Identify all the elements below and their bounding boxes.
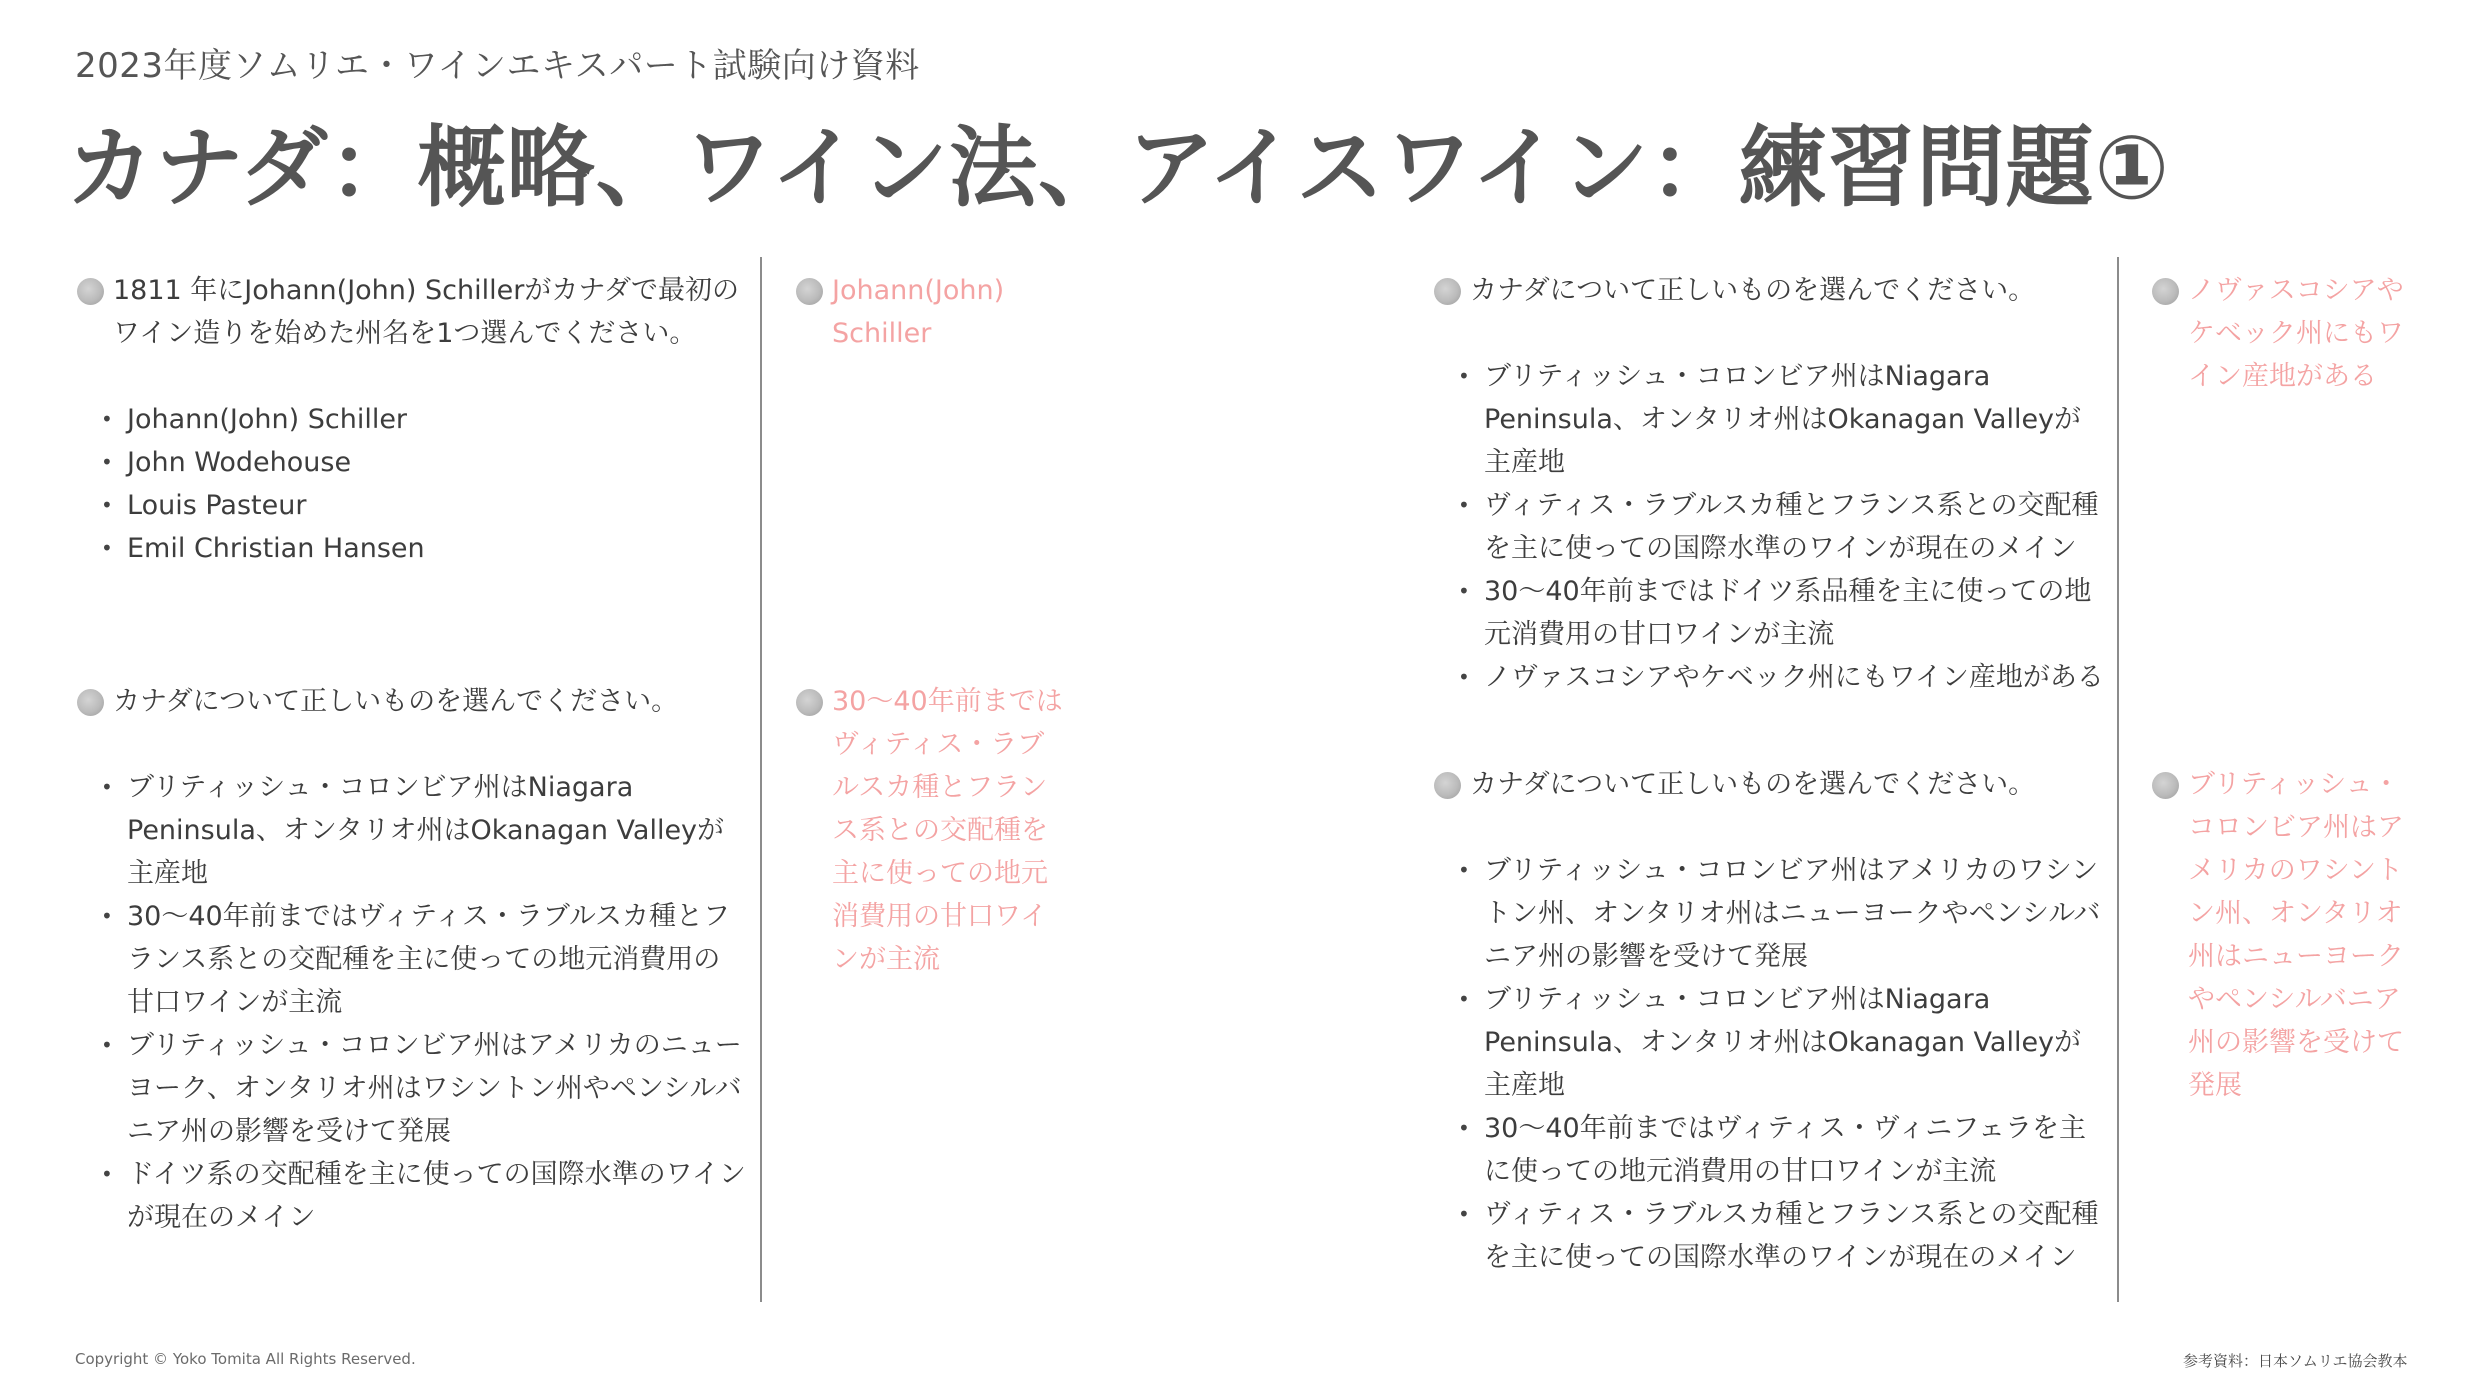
answer-3-text: ノヴァスコシアやケベック州にもワイン産地がある	[2188, 275, 2404, 392]
question-bullet-icon	[77, 278, 104, 305]
option: • ドイツ系の交配種を主に使っての国際水準のワインが現在のメイン	[127, 1153, 747, 1239]
question-bullet-icon	[1434, 278, 1461, 305]
answer-bullet-icon	[2152, 278, 2179, 305]
copyright-notice: Copyright © Yoko Tomita All Rights Reserved.	[75, 1350, 416, 1368]
option: • ヴィティス・ラブルスカ種とフランス系との交配種を主に使っての国際水準のワインが現在のメイン	[1484, 484, 2104, 570]
question-3-options	[1434, 355, 2104, 699]
page-subtitle: 2023年度ソムリエ・ワインエキスパート試験向け資料	[75, 46, 920, 86]
question-4-options	[1434, 849, 2104, 1279]
question-2-options	[77, 766, 747, 1239]
option: • 30〜40年前まではヴィティス・ラブルスカ種とフランス系との交配種を主に使っての地元消費用の甘口ワインが主流	[127, 895, 747, 1024]
column-divider-right	[2117, 257, 2119, 1302]
option: • 30〜40年前まではヴィティス・ヴィニフェラを主に使っての地元消費用の甘口ワインが主流	[1484, 1107, 2104, 1193]
reference-note: 参考資料：日本ソムリエ協会教本	[2183, 1352, 2408, 1370]
option: • ブリティッシュ・コロンビア州はアメリカのワシントン州、オンタリオ州はニューヨークやペンシルバニア州の影響を受けて発展	[1484, 849, 2104, 978]
answer-4-text: ブリティッシュ・コロンビア州はアメリカのワシントン州、オンタリオ州はニューヨークやペンシルバニア州の影響を受けて発展	[2188, 769, 2404, 1101]
answer-bullet-icon	[796, 689, 823, 716]
question-1	[77, 269, 747, 570]
question-4	[1434, 763, 2104, 1279]
answer-2-text: 30〜40年前まではヴィティス・ラブルスカ種とフランス系との交配種を主に使っての地元消費用の甘口ワインが主流	[832, 686, 1063, 975]
option: • ヴィティス・ラブルスカ種とフランス系との交配種を主に使っての国際水準のワインが現在のメイン	[1484, 1193, 2104, 1279]
option: • ブリティッシュ・コロンビア州はNiagara Peninsula、オンタリオ州はOkanagan Valleyが主産地	[127, 766, 747, 895]
option: • John Wodehouse	[127, 441, 747, 484]
question-3	[1434, 269, 2104, 699]
question-bullet-icon	[1434, 772, 1461, 799]
option: • Louis Pasteur	[127, 484, 747, 527]
answer-bullet-icon	[2152, 772, 2179, 799]
question-2-text: カナダについて正しいものを選んでください。	[113, 686, 679, 717]
option: • Emil Christian Hansen	[127, 527, 747, 570]
question-1-text: 1811 年にJohann(John) Schillerがカナダで最初のワイン造りを始めた州名を1つ選んでください。	[113, 275, 739, 349]
column-divider-left	[760, 257, 762, 1302]
question-4-text: カナダについて正しいものを選んでください。	[1470, 769, 2036, 800]
answer-1-text: Johann(John) Schiller	[832, 275, 1005, 349]
answer-3	[2152, 269, 2422, 398]
option: • ブリティッシュ・コロンビア州はNiagara Peninsula、オンタリオ州はOkanagan Valleyが主産地	[1484, 355, 2104, 484]
option: • ブリティッシュ・コロンビア州はアメリカのニューヨーク、オンタリオ州はワシントン州やペンシルバニア州の影響を受けて発展	[127, 1024, 747, 1153]
option: • ノヴァスコシアやケベック州にもワイン産地がある	[1484, 656, 2104, 699]
question-1-options	[77, 398, 747, 570]
option: • Johann(John) Schiller	[127, 398, 747, 441]
page-title: カナダ：概略、ワイン法、アイスワイン：練習問題①	[66, 116, 2171, 219]
question-bullet-icon	[77, 689, 104, 716]
answer-4	[2152, 763, 2422, 1107]
answer-1	[796, 269, 1046, 355]
answer-2	[796, 680, 1066, 981]
option: • ブリティッシュ・コロンビア州はNiagara Peninsula、オンタリオ州はOkanagan Valleyが主産地	[1484, 978, 2104, 1107]
answer-bullet-icon	[796, 278, 823, 305]
option: • 30〜40年前まではドイツ系品種を主に使っての地元消費用の甘口ワインが主流	[1484, 570, 2104, 656]
question-3-text: カナダについて正しいものを選んでください。	[1470, 275, 2036, 306]
question-2	[77, 680, 747, 1239]
